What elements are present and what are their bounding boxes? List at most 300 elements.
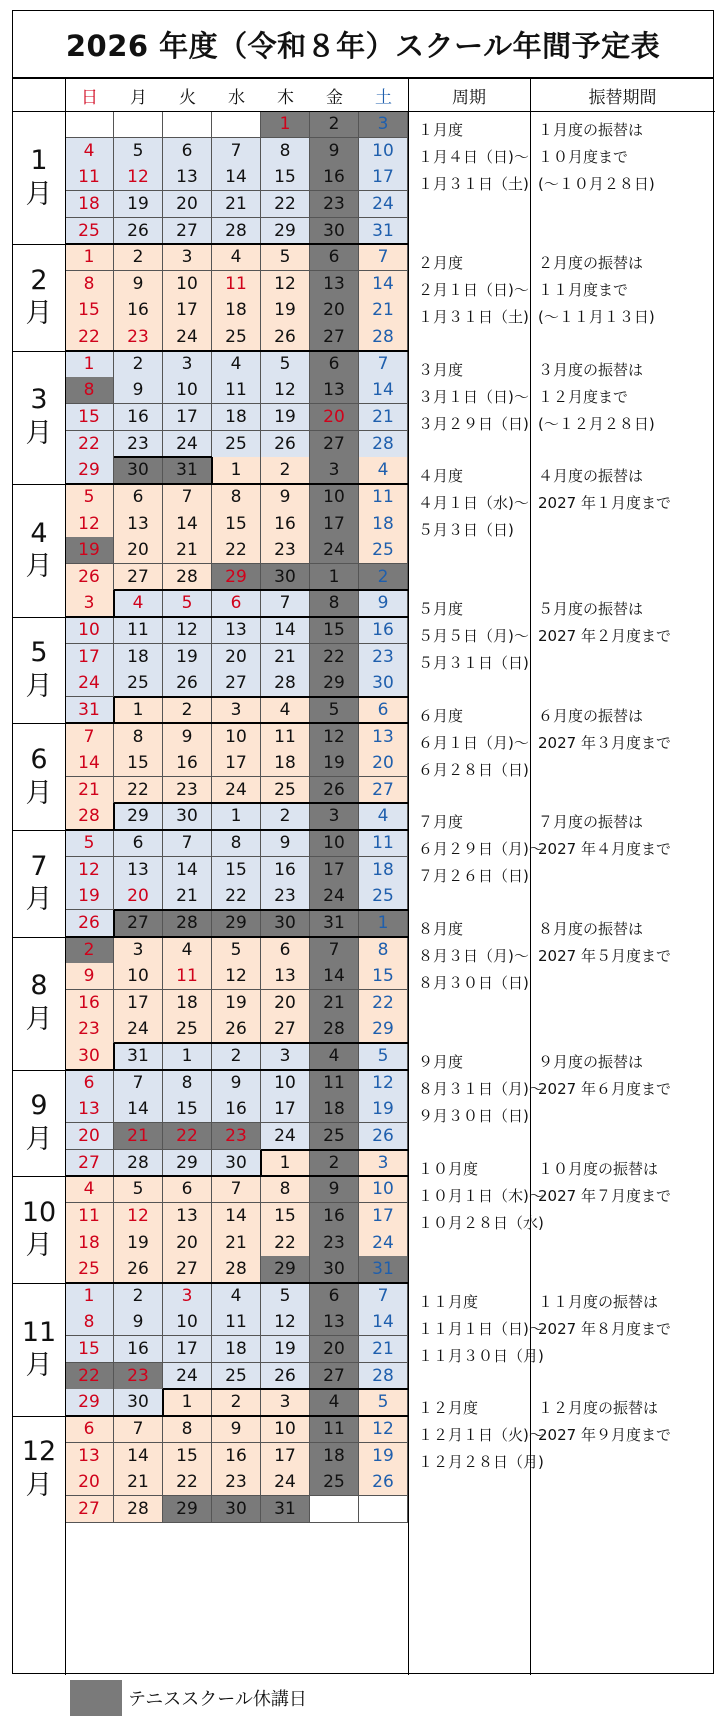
day-cell: 5 [261, 351, 310, 378]
day-cell: 25 [310, 1469, 359, 1496]
day-cell: 6 [261, 937, 310, 964]
period-line: １月度 [418, 121, 464, 139]
period-boundary [65, 829, 408, 831]
makeup-text [538, 596, 671, 650]
day-cell: 11 [261, 723, 310, 750]
month-separator [13, 617, 65, 618]
day-cell: 3 [359, 111, 408, 138]
day-cell: 19 [261, 297, 310, 324]
day-cell: 14 [359, 1309, 408, 1336]
day-cell: 2 [212, 1043, 261, 1070]
day-cell: 28 [261, 670, 310, 697]
period-line: ８月３１日（月)～ [418, 1080, 544, 1099]
period-step [260, 1150, 262, 1177]
period-line: ３月度 [418, 360, 464, 379]
day-cell: 13 [310, 377, 359, 404]
makeup-line: １月度の振替は [538, 121, 644, 139]
day-cell: 13 [65, 1443, 114, 1470]
day-cell: 22 [65, 324, 114, 351]
day-cell: 31 [359, 1256, 408, 1283]
period-line: ３月１日（日)～ [418, 387, 529, 406]
makeup-text [538, 1049, 671, 1103]
day-cell: 1 [359, 910, 408, 937]
day-cell: 21 [359, 1336, 408, 1363]
day-cell: 23 [310, 191, 359, 218]
period-header: 周期 [452, 87, 486, 108]
period-line: １０月２８日（水) [418, 1213, 544, 1232]
day-cell: 5 [310, 697, 359, 724]
makeup-line: ２月度の振替は [538, 254, 644, 273]
day-cell: 22 [212, 537, 261, 564]
period-text [418, 1395, 544, 1476]
makeup-line: ６月度の振替は [538, 706, 644, 725]
day-cell: 1 [212, 803, 261, 830]
day-cell: 3 [212, 697, 261, 724]
day-cell: 30 [310, 1256, 359, 1283]
day-cell: 17 [359, 164, 408, 191]
month-label-text: 10 [21, 1196, 57, 1228]
day-cell: 8 [310, 590, 359, 617]
day-cell: 13 [65, 1096, 114, 1123]
period-step [113, 910, 115, 937]
day-cell: 12 [163, 617, 212, 644]
day-cell: 15 [261, 1203, 310, 1230]
day-cell: 8 [114, 723, 163, 750]
day-cell: 10 [163, 377, 212, 404]
makeup-text [538, 463, 671, 517]
day-cell: 4 [359, 803, 408, 830]
column-divider [65, 79, 66, 1675]
day-cell: 12 [261, 271, 310, 298]
day-cell: 25 [310, 1123, 359, 1150]
period-step [162, 1389, 164, 1416]
day-cell: 23 [310, 1229, 359, 1256]
day-cell: 26 [212, 1016, 261, 1043]
day-cell: 25 [212, 324, 261, 351]
day-cell: 18 [212, 1336, 261, 1363]
day-cell: 23 [212, 1469, 261, 1496]
day-cell: 11 [114, 617, 163, 644]
month-label [13, 1070, 65, 1177]
day-cell: 16 [114, 1336, 163, 1363]
period-step [113, 803, 115, 830]
day-cell: 18 [65, 1229, 114, 1256]
day-cell: 30 [212, 1496, 261, 1523]
day-cell: 27 [114, 564, 163, 591]
day-cell: 6 [310, 351, 359, 378]
period-line: １２月度 [418, 1399, 479, 1418]
day-cell: 26 [359, 1469, 408, 1496]
day-cell [114, 111, 163, 138]
day-cell: 31 [310, 910, 359, 937]
makeup-line: ７月度の振替は [538, 813, 644, 832]
day-cell: 19 [359, 1096, 408, 1123]
day-cell: 18 [163, 990, 212, 1017]
day-cell: 12 [359, 1070, 408, 1097]
period-line: ８月３０日（日) [418, 973, 529, 992]
period-line: ８月度 [418, 919, 464, 938]
day-cell: 19 [65, 537, 114, 564]
period-boundary [114, 909, 408, 911]
day-cell: 3 [310, 803, 359, 830]
day-cell: 26 [261, 1363, 310, 1390]
month-separator [13, 1283, 65, 1284]
day-cell: 25 [359, 537, 408, 564]
makeup-line: 2027 年５月度まで [538, 946, 671, 965]
day-cell: 28 [359, 324, 408, 351]
day-cell: 10 [212, 723, 261, 750]
period-line: １０月１日（木)～ [418, 1186, 544, 1205]
day-cell: 14 [359, 271, 408, 298]
day-cell: 16 [261, 510, 310, 537]
makeup-line: ３月度の振替は [538, 360, 644, 379]
period-line: ２月１日（日)～ [418, 281, 529, 300]
day-cell: 14 [114, 1096, 163, 1123]
day-cell: 24 [114, 1016, 163, 1043]
day-cell: 22 [163, 1123, 212, 1150]
day-cell: 16 [114, 404, 163, 431]
day-cell: 8 [163, 1416, 212, 1443]
month-label-text: 12 [21, 1436, 57, 1468]
annual-calendar [12, 78, 714, 1674]
makeup-line: ５月度の振替は [538, 600, 644, 619]
month-label-text: 月 [25, 1004, 53, 1036]
day-cell: 12 [359, 1416, 408, 1443]
day-cell: 1 [65, 244, 114, 271]
day-cell: 2 [212, 1389, 261, 1416]
day-cell: 9 [163, 723, 212, 750]
day-cell: 13 [114, 857, 163, 884]
day-cell: 18 [261, 750, 310, 777]
day-cell: 24 [163, 431, 212, 458]
day-cell: 17 [212, 750, 261, 777]
day-cell: 18 [212, 404, 261, 431]
day-cell: 19 [65, 883, 114, 910]
day-cell: 7 [359, 1283, 408, 1310]
day-cell: 20 [310, 404, 359, 431]
day-cell: 26 [114, 218, 163, 245]
period-line: １１月１日（日)～ [418, 1319, 544, 1338]
day-cell: 1 [65, 351, 114, 378]
period-line: ６月２９日（月)～ [418, 840, 544, 859]
day-cell: 14 [65, 750, 114, 777]
day-cell: 16 [65, 990, 114, 1017]
day-cell: 15 [310, 617, 359, 644]
weekday-header: 火 [179, 87, 196, 108]
makeup-line: 2027 年９月度まで [538, 1426, 671, 1445]
period-line: ６月１日（月)～ [418, 733, 529, 752]
day-cell: 3 [261, 1389, 310, 1416]
day-cell: 17 [163, 297, 212, 324]
day-cell: 4 [65, 138, 114, 165]
day-cell: 21 [114, 1469, 163, 1496]
day-cell: 23 [212, 1123, 261, 1150]
day-cell: 21 [114, 1123, 163, 1150]
day-cell: 7 [359, 244, 408, 271]
day-cell: 4 [261, 697, 310, 724]
month-label [13, 1283, 65, 1416]
makeup-text [538, 117, 655, 198]
day-cell: 10 [310, 830, 359, 857]
day-cell [359, 1496, 408, 1523]
makeup-line: 2027 年２月度まで [538, 627, 671, 646]
period-line: １月３１日（土) [418, 308, 529, 327]
day-cell: 23 [114, 431, 163, 458]
day-cell: 30 [261, 910, 310, 937]
day-cell: 29 [359, 1016, 408, 1043]
makeup-text [538, 916, 671, 970]
makeup-line: 2027 年７月度まで [538, 1186, 671, 1205]
day-cell: 24 [163, 324, 212, 351]
day-cell: 8 [212, 484, 261, 511]
day-cell: 22 [65, 431, 114, 458]
day-cell: 2 [310, 1150, 359, 1177]
day-cell: 13 [359, 723, 408, 750]
month-label-text: 月 [25, 418, 53, 450]
period-boundary [163, 1388, 408, 1390]
day-cell: 3 [310, 457, 359, 484]
day-cell: 30 [114, 457, 163, 484]
day-cell: 21 [212, 1229, 261, 1256]
day-cell: 31 [359, 218, 408, 245]
day-cell: 20 [163, 1229, 212, 1256]
month-label-text: 9 [30, 1090, 48, 1122]
day-cell: 7 [114, 1416, 163, 1443]
month-separator [13, 351, 65, 352]
makeup-line: １２月度の振替は [538, 1399, 659, 1418]
day-cell: 6 [65, 1416, 114, 1443]
day-cell: 4 [163, 937, 212, 964]
day-cell: 22 [359, 990, 408, 1017]
day-cell: 27 [163, 1256, 212, 1283]
day-cell: 31 [65, 697, 114, 724]
day-cell: 15 [114, 750, 163, 777]
legend-swatch [70, 1680, 122, 1716]
day-cell: 10 [359, 1176, 408, 1203]
period-boundary [114, 589, 408, 591]
period-boundary [261, 1149, 408, 1151]
month-label-text: 2 [30, 264, 48, 296]
month-label [13, 723, 65, 830]
period-boundary [65, 1415, 408, 1417]
day-cell: 5 [65, 484, 114, 511]
day-cell: 26 [359, 1123, 408, 1150]
period-boundary [65, 936, 408, 938]
day-cell: 14 [212, 164, 261, 191]
day-cell: 7 [212, 138, 261, 165]
period-boundary [65, 350, 408, 352]
day-cell: 10 [114, 963, 163, 990]
day-cell: 2 [163, 697, 212, 724]
day-cell: 17 [163, 404, 212, 431]
day-cell: 28 [114, 1496, 163, 1523]
makeup-header: 振替期間 [588, 87, 657, 108]
period-step [211, 457, 213, 484]
day-cell: 1 [163, 1389, 212, 1416]
day-cell: 20 [114, 537, 163, 564]
month-label-text: 月 [25, 1470, 53, 1502]
month-label-text: 3 [30, 384, 48, 416]
day-cell: 27 [359, 777, 408, 804]
day-cell: 5 [163, 590, 212, 617]
day-cell: 21 [212, 191, 261, 218]
day-cell: 30 [310, 218, 359, 245]
month-label-text: 11 [21, 1316, 57, 1348]
day-cell: 22 [212, 883, 261, 910]
day-cell: 6 [114, 484, 163, 511]
day-cell: 25 [65, 1256, 114, 1283]
day-cell: 12 [261, 1309, 310, 1336]
day-cell: 24 [212, 777, 261, 804]
day-cell: 13 [310, 1309, 359, 1336]
day-cell: 27 [114, 910, 163, 937]
day-cell: 5 [261, 244, 310, 271]
day-cell: 15 [359, 963, 408, 990]
day-cell: 2 [310, 111, 359, 138]
day-cell: 2 [114, 351, 163, 378]
day-cell: 22 [65, 1363, 114, 1390]
month-label-text: 5 [30, 637, 48, 669]
day-cell: 9 [114, 271, 163, 298]
day-cell: 29 [212, 564, 261, 591]
day-cell: 30 [163, 803, 212, 830]
period-line: １２月２８日（月) [418, 1453, 544, 1472]
makeup-line: (～１２月２８日) [538, 414, 655, 433]
day-cell: 21 [163, 537, 212, 564]
day-cell: 16 [359, 617, 408, 644]
period-text [418, 357, 529, 438]
period-step [113, 697, 115, 724]
day-cell: 17 [310, 857, 359, 884]
day-cell: 23 [114, 1363, 163, 1390]
day-cell: 2 [114, 1283, 163, 1310]
day-cell: 14 [212, 1203, 261, 1230]
day-cell: 25 [261, 777, 310, 804]
day-cell: 11 [359, 484, 408, 511]
day-cell: 26 [310, 777, 359, 804]
day-cell: 20 [163, 191, 212, 218]
day-cell: 19 [359, 1443, 408, 1470]
day-cell: 15 [65, 297, 114, 324]
day-cell: 15 [65, 404, 114, 431]
day-cell: 18 [310, 1443, 359, 1470]
makeup-text [538, 357, 655, 438]
day-cell: 15 [163, 1443, 212, 1470]
period-line: ３月２９日（日) [418, 414, 529, 433]
day-cell: 4 [114, 590, 163, 617]
makeup-line: 2027 年３月度まで [538, 733, 671, 752]
period-line: ４月度 [418, 467, 464, 486]
day-cell: 6 [114, 830, 163, 857]
day-cell: 26 [65, 564, 114, 591]
makeup-line: １１月度まで [538, 281, 629, 300]
day-cell: 10 [65, 617, 114, 644]
day-cell: 5 [359, 1043, 408, 1070]
day-cell: 1 [114, 697, 163, 724]
makeup-line: 2027 年４月度まで [538, 840, 671, 859]
day-cell: 22 [310, 644, 359, 671]
day-cell: 20 [310, 297, 359, 324]
day-cell: 20 [65, 1123, 114, 1150]
month-label-text: 月 [25, 1230, 53, 1262]
makeup-line: １０月度まで [538, 148, 629, 166]
day-cell: 16 [212, 1096, 261, 1123]
day-cell: 27 [261, 1016, 310, 1043]
day-cell: 28 [65, 803, 114, 830]
day-cell: 24 [65, 670, 114, 697]
day-cell: 9 [65, 963, 114, 990]
period-boundary [65, 243, 408, 245]
day-cell: 12 [114, 1203, 163, 1230]
day-cell: 31 [163, 457, 212, 484]
day-cell: 21 [261, 644, 310, 671]
makeup-line: １２月度まで [538, 387, 629, 406]
day-cell: 7 [212, 1176, 261, 1203]
day-cell: 7 [65, 723, 114, 750]
day-cell: 28 [212, 218, 261, 245]
legend-label: テニススクール休講日 [128, 1689, 307, 1710]
day-cell: 18 [65, 191, 114, 218]
period-boundary [65, 1282, 408, 1284]
day-cell: 6 [163, 1176, 212, 1203]
day-cell: 7 [359, 351, 408, 378]
day-cell: 21 [359, 404, 408, 431]
period-line: ５月度 [418, 600, 464, 619]
month-label [13, 111, 65, 244]
day-cell: 7 [163, 484, 212, 511]
day-cell: 2 [359, 564, 408, 591]
period-boundary [65, 483, 408, 485]
period-line: １１月３０日（月) [418, 1346, 544, 1365]
day-cell: 11 [163, 963, 212, 990]
day-cell: 4 [212, 244, 261, 271]
day-cell: 24 [359, 191, 408, 218]
day-cell: 9 [114, 377, 163, 404]
day-cell: 22 [114, 777, 163, 804]
day-cell: 14 [114, 1443, 163, 1470]
day-cell: 31 [114, 1043, 163, 1070]
day-cell: 30 [212, 1150, 261, 1177]
makeup-line: １１月度の振替は [538, 1292, 659, 1311]
day-cell: 20 [114, 883, 163, 910]
day-cell: 26 [163, 670, 212, 697]
day-cell: 11 [359, 830, 408, 857]
day-cell: 6 [212, 590, 261, 617]
month-separator [13, 1416, 65, 1417]
period-line: ５月３日（日) [418, 521, 514, 540]
day-cell: 19 [114, 191, 163, 218]
day-cell: 4 [212, 351, 261, 378]
period-boundary [65, 722, 408, 724]
day-cell: 6 [163, 138, 212, 165]
day-cell: 29 [65, 1389, 114, 1416]
month-label-text: 月 [25, 551, 53, 583]
day-cell: 29 [163, 1496, 212, 1523]
day-cell: 29 [163, 1150, 212, 1177]
period-line: ６月２８日（日) [418, 760, 529, 779]
month-label-text: 月 [25, 671, 53, 703]
day-cell: 8 [261, 138, 310, 165]
day-cell: 11 [65, 164, 114, 191]
day-cell: 7 [114, 1070, 163, 1097]
day-cell: 22 [163, 1469, 212, 1496]
day-cell: 24 [310, 537, 359, 564]
day-cell: 3 [261, 1043, 310, 1070]
month-label-text: 月 [25, 884, 53, 916]
day-cell: 9 [310, 1176, 359, 1203]
day-cell: 17 [163, 1336, 212, 1363]
day-cell: 2 [261, 803, 310, 830]
